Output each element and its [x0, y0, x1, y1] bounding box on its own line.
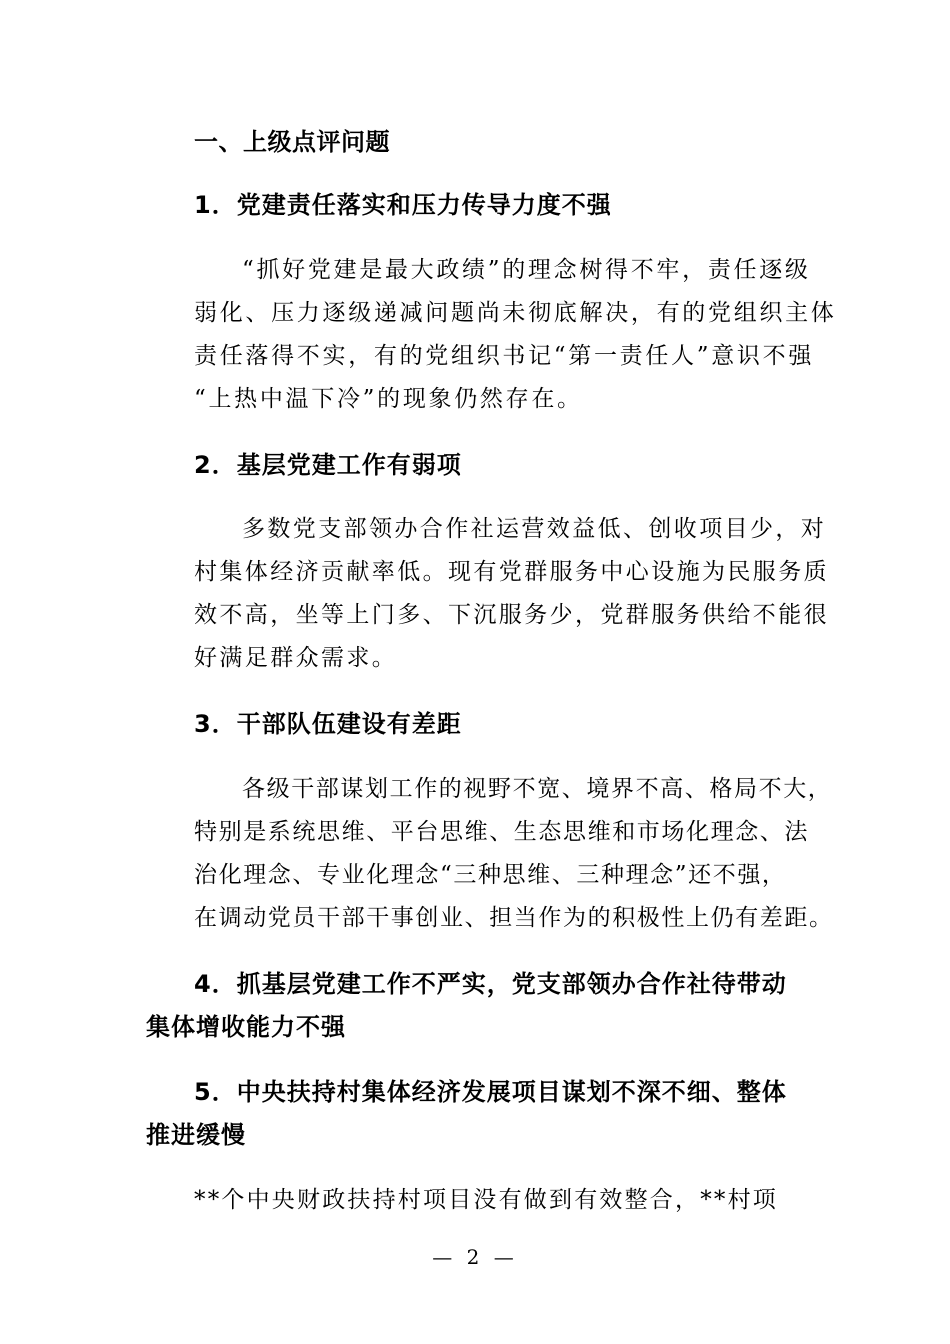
item-3-paragraph: [146, 768, 834, 940]
paragraph-line: 治化理念、专业化理念“三种思维、三种理念”还不强，: [194, 862, 787, 888]
item-3-title: 3．干部队伍建设有差距: [194, 710, 462, 738]
paragraph-line: 在调动党员干部干事创业、担当作为的积极性上仍有差距。: [194, 905, 834, 931]
paragraph-line: **个中央财政扶持村项目没有做到有效整合，**村项: [194, 1187, 778, 1213]
title-line: 5．中央扶持村集体经济发展项目谋划不深不细、整体: [194, 1078, 787, 1106]
page-number: — 2 —: [432, 1245, 518, 1269]
paragraph-line: “上热中温下冷”的现象仍然存在。: [194, 386, 583, 412]
title-line: 4．抓基层党建工作不严实，党支部领办合作社待带动: [194, 970, 787, 998]
item-5-title: [146, 1071, 806, 1157]
item-1-paragraph: [146, 249, 837, 421]
paragraph-line: 弱化、压力逐级递减问题尚未彻底解决，有的党组织主体: [194, 300, 837, 326]
item-5-paragraph: [146, 1179, 806, 1222]
paragraph-line: “抓好党建是最大政绩”的理念树得不牢，责任逐级: [242, 257, 811, 283]
paragraph-line: 效不高，坐等上门多、下沉服务少，党群服务供给不能很: [194, 602, 829, 628]
paragraph-line: 特别是系统思维、平台思维、生态思维和市场化理念、法: [194, 819, 809, 845]
paragraph-line: 责任落得不实，有的党组织书记“第一责任人”意识不强: [194, 343, 815, 369]
item-2-title: 2．基层党建工作有弱项: [194, 451, 462, 479]
title-line: 集体增收能力不强: [146, 1013, 346, 1041]
paragraph-line: 各级干部谋划工作的视野不宽、境界不高、格局不大，: [242, 776, 833, 802]
item-2-paragraph: [146, 508, 829, 680]
title-line: 推进缓慢: [146, 1121, 246, 1149]
item-4-title: [146, 963, 806, 1049]
section-heading: 一、上级点评问题: [194, 128, 390, 156]
item-1-title: 1．党建责任落实和压力传导力度不强: [194, 191, 612, 219]
paragraph-line: 多数党支部领办合作社运营效益低、创收项目少，对: [242, 516, 827, 542]
paragraph-line: 村集体经济贡献率低。现有党群服务中心设施为民服务质: [194, 559, 829, 585]
paragraph-line: 好满足群众需求。: [194, 645, 398, 671]
